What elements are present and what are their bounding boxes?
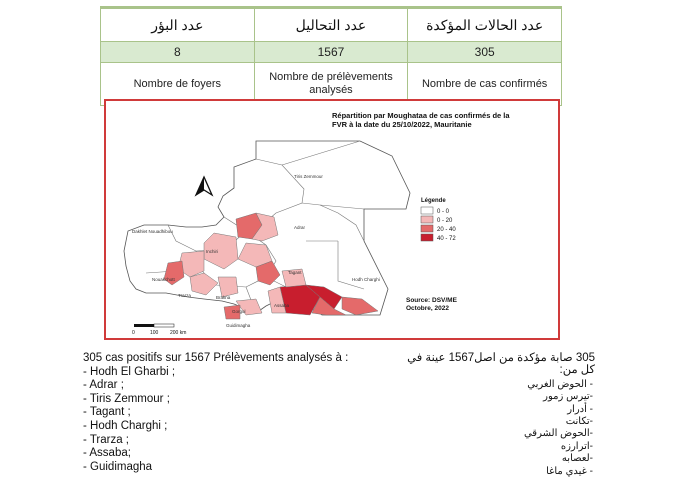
french-item-5: - Trarza ;	[83, 433, 130, 446]
north-arrow-icon	[196, 177, 212, 195]
legend-label-0: 0 - 0	[437, 209, 450, 215]
arabic-item-1: -تيرس زمور	[543, 391, 593, 403]
french-summary	[83, 352, 383, 474]
scale-label-0: 0	[132, 330, 135, 336]
analyses-label: Nombre de prélèvements analysés	[254, 63, 408, 106]
map-frame	[104, 99, 560, 340]
label-inchiri: Inchiri	[206, 249, 219, 254]
analyses-header: عدد التحاليل	[254, 8, 408, 42]
french-item-7: - Guidimagha	[83, 460, 153, 473]
arabic-item-3: -تكانت	[565, 416, 593, 428]
label-adrar: Adrar	[294, 225, 306, 230]
arabic-item-4: -الحوض الشرقي	[523, 428, 593, 440]
cases-header: عدد الحالات المؤكدة	[408, 8, 562, 42]
foyers-header: عدد البؤر	[101, 8, 255, 42]
arabic-item-6: -لعصابه	[561, 453, 593, 465]
cases-value: 305	[408, 42, 562, 63]
scale-label-100: 100	[150, 330, 159, 336]
legend-label-3: 40 - 72	[437, 236, 456, 242]
french-summary-title: 305 cas positifs sur 1567 Prélèvements analysés à :	[83, 352, 349, 364]
legend-label-2: 20 - 40	[437, 227, 456, 233]
arabic-item-2: - أدرار	[567, 403, 593, 415]
legend-label-1: 0 - 20	[437, 218, 453, 224]
scale-bar	[132, 324, 186, 336]
map-title-line1: Répartition par Moughataa de cas confirmés de la	[332, 111, 510, 120]
french-item-1: - Adrar ;	[83, 379, 124, 392]
map-title-line2: FVR à la date du 25/10/2022, Mauritanie	[332, 120, 472, 129]
label-guidimagha: Guidimagha	[226, 323, 251, 328]
cases-label: Nombre de cas confirmés	[408, 63, 562, 106]
source-line2: Octobre, 2022	[406, 305, 449, 312]
foyers-label: Nombre de foyers	[101, 63, 255, 106]
french-item-6: - Assaba;	[83, 447, 131, 460]
legend-swatch-0	[421, 207, 433, 214]
french-item-0: - Hodh El Gharbi ;	[83, 365, 176, 378]
label-tiris: Tiris Zemmour	[294, 174, 323, 179]
arabic-item-5: -اترارزه	[560, 440, 593, 452]
stats-table	[100, 6, 562, 106]
label-hodh-charghi: Hodh Charghi	[352, 277, 380, 282]
source-line1: Source: DSV/ME	[406, 297, 457, 304]
label-nouakchott: Nouakchott	[152, 277, 175, 282]
analyses-value: 1567	[254, 42, 408, 63]
mauritania-map	[106, 101, 558, 338]
label-dakhlet: Dakhlet Nouadhibou	[132, 229, 173, 234]
label-brakna: Brakna	[216, 295, 231, 300]
label-gorgol: Gorgol	[232, 309, 246, 314]
foyers-value: 8	[101, 42, 255, 63]
label-assaba: Assaba	[274, 303, 290, 308]
legend-swatch-2	[421, 225, 433, 232]
map-legend	[421, 198, 456, 242]
label-tagant: Tagant	[288, 270, 302, 275]
arabic-summary-title: 305 صابة مؤكدة من اصل1567 عينة في كل من:	[407, 352, 595, 377]
arabic-summary	[395, 352, 595, 478]
label-trarza: Trarza	[178, 293, 191, 298]
legend-swatch-1	[421, 216, 433, 223]
french-item-4: - Hodh Charghi ;	[83, 419, 168, 432]
legend-swatch-3	[421, 234, 433, 241]
arabic-item-7: - غيدي ماغا	[546, 465, 593, 477]
arabic-item-0: - الحوض الغربي	[527, 378, 593, 390]
scale-label-200: 200 km	[170, 330, 187, 336]
french-item-2: - Tiris Zemmour ;	[83, 392, 170, 405]
french-item-3: - Tagant ;	[83, 406, 131, 419]
legend-title: Légende	[421, 198, 446, 204]
